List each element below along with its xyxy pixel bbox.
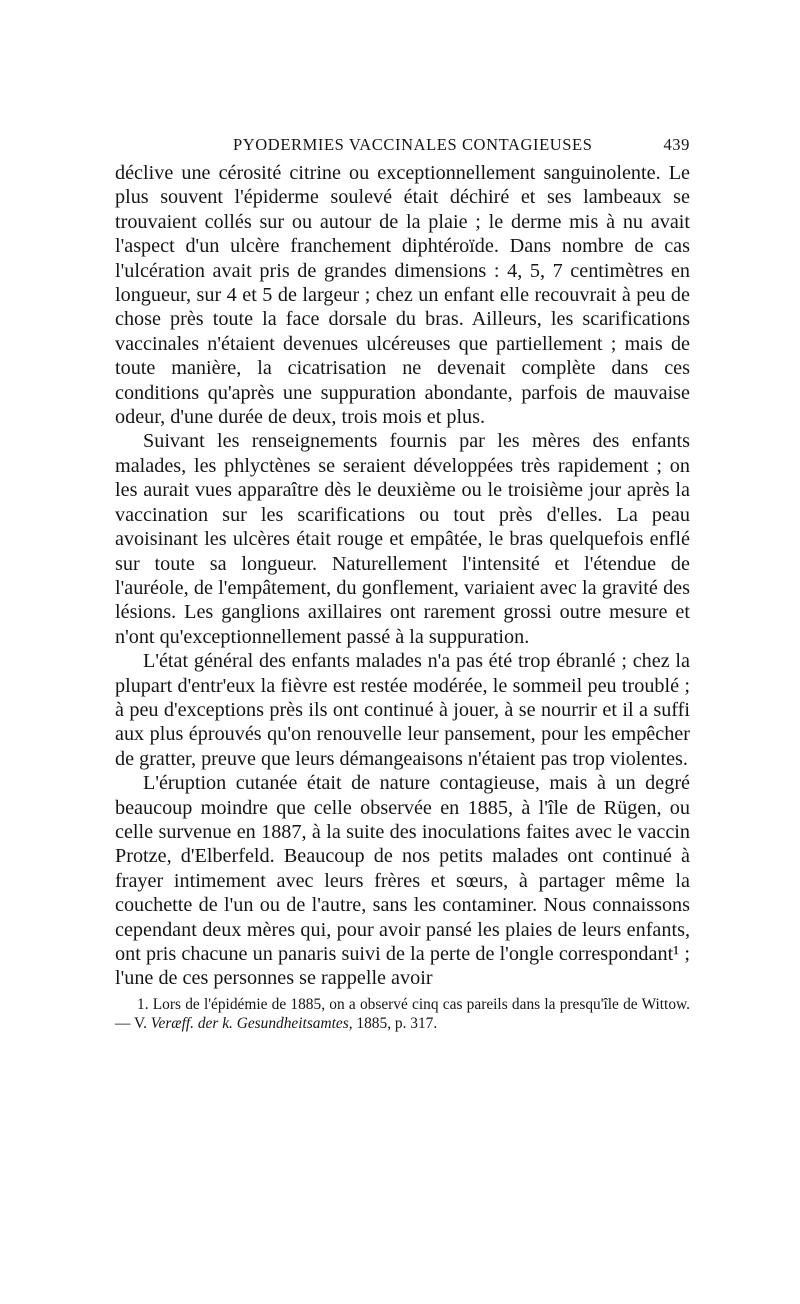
paragraph-4: L'éruption cutanée était de nature contagieuse, mais à un degré beaucoup moindre que celle observée en 1885, à l'île de Rügen, ou celle survenue en 1887, à la suite des inoculations faites avec le vaccin Protze, d'Elberfeld. Beaucoup de nos petits malades ont continué à frayer intimement avec leurs frères et sœurs, à partager même la couchette de l'un ou de l'autre, sans les contaminer. Nous connaissons cependant deux mères qui, pour avoir pansé les plaies de leurs enfants, ont pris chacune un panaris suivi de la perte de l'ongle correspondant¹ ; l'une de ces personnes se rappelle avoir [115, 772, 690, 990]
running-title: PYODERMIES VACCINALES CONTAGIEUSES [233, 135, 593, 154]
page-number: 439 [663, 135, 690, 154]
footnote-reference: , 1885, p. 317. [348, 1014, 438, 1032]
paragraph-2: Suivant les renseignements fournis par les mères des enfants malades, les phlyctènes se seraient développées très rapidement ; on les aurait vues apparaître dès le deuxième ou le troisième jour après la vaccination sur les scarifications ou tout près d'elles. La peau avoisinant les ulcères était rouge et empâtée, le bras quelquefois enflé sur toute sa longueur. Naturellement l'intensité et l'étendue de l'auréole, de l'empâtement, du gonflement, variaient avec la gravité des lésions. Les ganglions axillaires ont rarement grossi outre mesure et n'ont qu'exceptionnellement passé à la suppuration. [115, 430, 690, 648]
body-text [115, 161, 690, 991]
page [115, 135, 690, 1033]
footnotes [115, 995, 690, 1033]
paragraph-1: déclive une cérosité citrine ou exceptionnellement sanguinolente. Le plus souvent l'épiderme soulevé était déchiré et ses lambeaux se trouvaient collés sur ou autour de la plaie ; le derme mis à nu avait l'aspect d'un ulcère franchement diphtéroïde. Dans nombre de cas l'ulcération avait pris de grandes dimensions : 4, 5, 7 centimètres en longueur, sur 4 et 5 de largeur ; chez un enfant elle recouvrait à peu de chose près toute la face dorsale du bras. Ailleurs, les scarifications vaccinales n'étaient devenues ulcéreuses que partiellement ; mais de toute manière, la cicatrisation ne devenait complète dans ces conditions qu'après une suppuration abondante, parfois de mauvaise odeur, d'une durée de deux, trois mois et plus. [115, 162, 690, 429]
footnote-cited-title: Veræff. der k. Gesundheitsamtes [150, 1014, 349, 1032]
running-head [115, 135, 690, 161]
footnote-text: 1. Lors de l'épidémie de 1885, on a observé cinq cas pareils dans la presqu'île de Wittow. — V. [115, 995, 690, 1032]
footnote-1 [115, 995, 690, 1033]
paragraph-3: L'état général des enfants malades n'a pas été trop ébranlé ; chez la plupart d'entr'eux la fièvre est restée modérée, le sommeil peu troublé ; à peu d'exceptions près ils ont continué à jouer, à se nourrir et il a suffi aux plus éprouvés qu'on renouvelle leur pansement, pour les empêcher de gratter, preuve que leurs démangeaisons n'étaient pas trop violentes. [115, 650, 690, 770]
